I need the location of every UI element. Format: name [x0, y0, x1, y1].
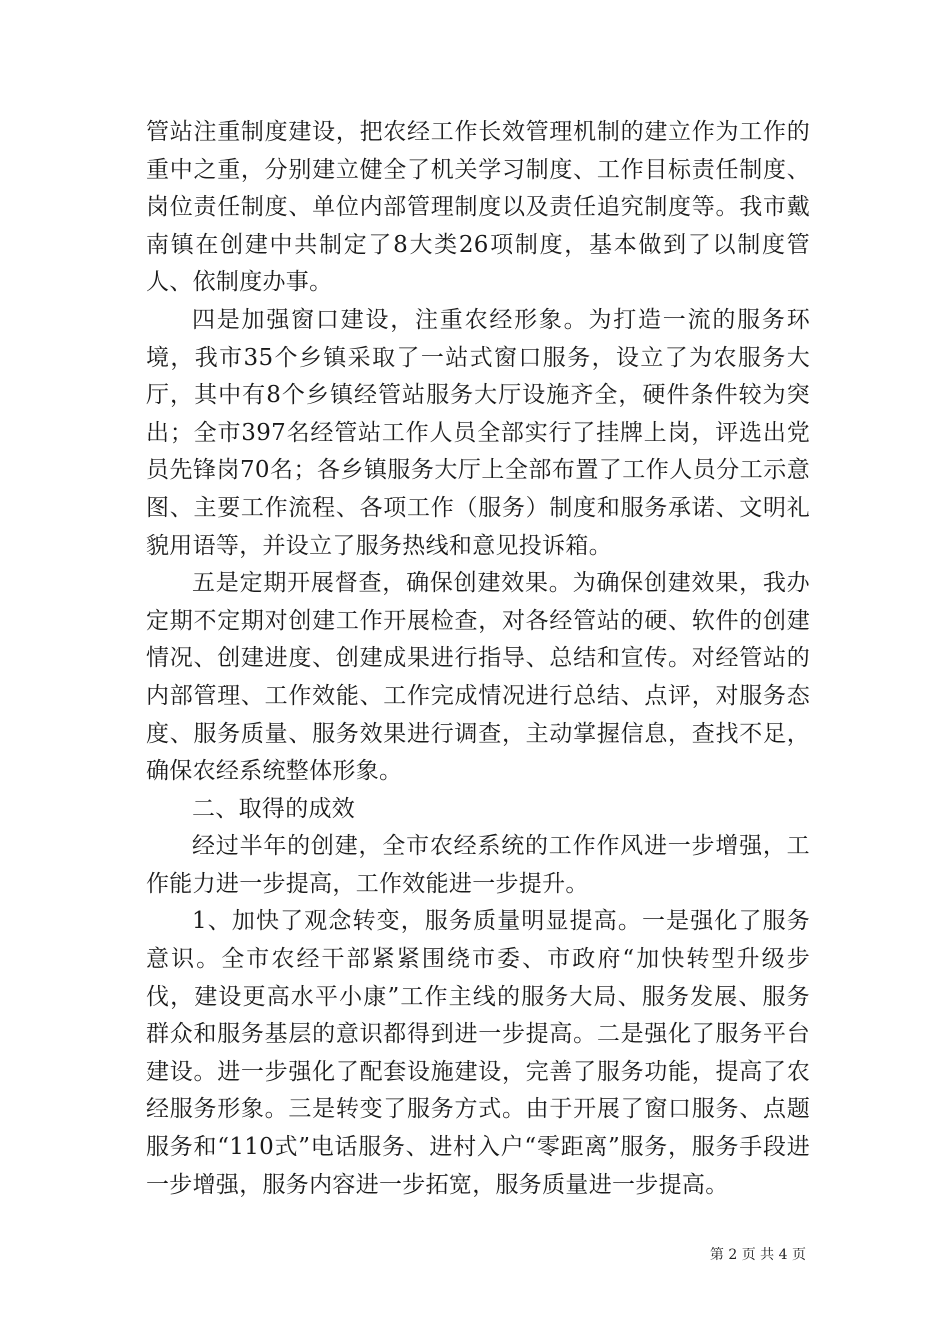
- document-body: [146, 114, 810, 1204]
- paragraph-service-quality: 1、加快了观念转变，服务质量明显提高。一是强化了服务意识。全市农经干部紧紧围绕市委、市政府“加快转型升级步伐，建设更高水平小康”工作主线的服务大局、服务发展、服务群众和服务基层的意识都得到进一步提高。二是强化了服务平台建设。进一步强化了配套设施建设，完善了服务功能，提高了农经服务形象。三是转变了服务方式。由于开展了窗口服务、点题服务和“110式”电话服务、进村入户“零距离”服务，服务手段进一步增强，服务内容进一步拓宽，服务质量进一步提高。: [146, 908, 810, 1198]
- page-number-footer: 第 2 页 共 4 页: [709, 1247, 806, 1263]
- paragraph-institution-building: 管站注重制度建设，把农经工作长效管理机制的建立作为工作的重中之重，分别建立健全了机关学习制度、工作目标责任制度、岗位责任制度、单位内部管理制度以及责任追究制度等。我市戴南镇在创建中共制定了8大类26项制度，基本做到了以制度管人、依制度办事。: [146, 119, 810, 296]
- paragraph-regular-inspection: 五是定期开展督查，确保创建效果。为确保创建效果，我办定期不定期对创建工作开展检查，对各经管站的硬、软件的创建情况、创建进度、创建成果进行指导、总结和宣传。对经管站的内部管理、工作效能、工作完成情况进行总结、点评，对服务态度、服务质量、服务效果进行调查，主动掌握信息，查找不足，确保农经系统整体形象。: [146, 570, 810, 785]
- section-heading-results: 二、取得的成效: [192, 795, 356, 822]
- paragraph-results-summary: 经过半年的创建，全市农经系统的工作作风进一步增强，工作能力进一步提高，工作效能进一步提升。: [146, 833, 810, 897]
- paragraph-window-construction: 四是加强窗口建设，注重农经形象。为打造一流的服务环境，我市35个乡镇采取了一站式窗口服务，设立了为农服务大厅，其中有8个乡镇经管站服务大厅设施齐全，硬件条件较为突出；全市397名经管站工作人员全部实行了挂牌上岗，评选出党员先锋岗70名；各乡镇服务大厅上全部布置了工作人员分工示意图、主要工作流程、各项工作（服务）制度和服务承诺、文明礼貌用语等，并设立了服务热线和意见投诉箱。: [146, 306, 810, 559]
